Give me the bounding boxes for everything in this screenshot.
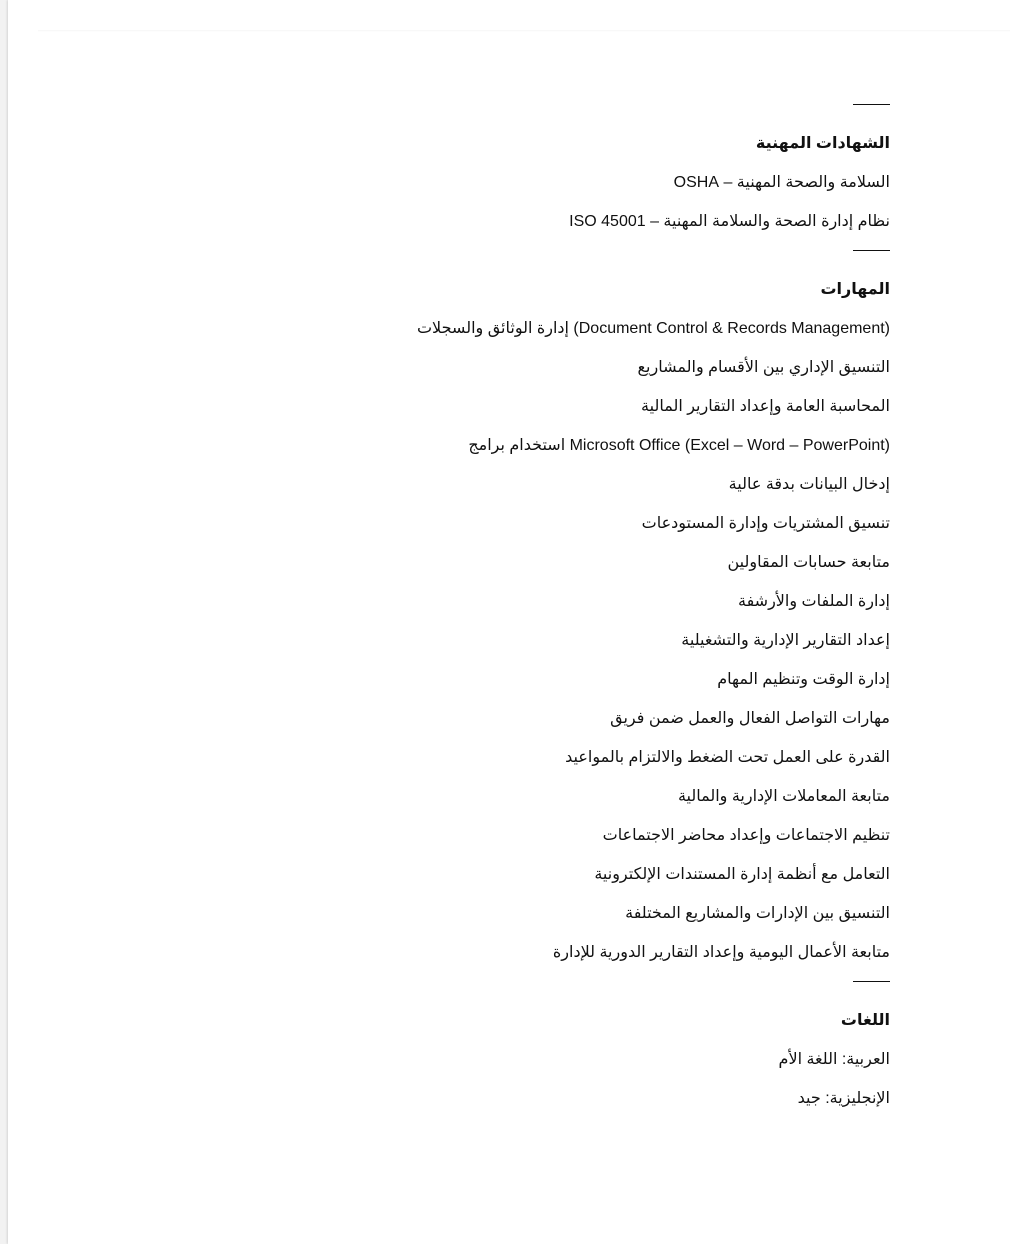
page-top-edge — [38, 30, 1010, 32]
certification-item: نظام إدارة الصحة والسلامة المهنية – ISO 45001 — [569, 213, 890, 230]
skill-item: التنسيق بين الإدارات والمشاريع المختلفة — [625, 905, 890, 922]
skill-item: إدخال البيانات بدقة عالية — [728, 476, 890, 493]
certifications-section — [330, 133, 890, 233]
skill-item: متابعة المعاملات الإدارية والمالية — [677, 788, 890, 805]
certifications-heading: الشهادات المهنية — [755, 135, 890, 152]
skills-section — [330, 279, 890, 964]
section-divider — [853, 104, 890, 105]
languages-section — [330, 1010, 890, 1110]
skill-item: التعامل مع أنظمة إدارة المستندات الإلكترونية — [594, 866, 890, 883]
skill-item: إدارة الوقت وتنظيم المهام — [717, 671, 890, 688]
skills-heading: المهارات — [820, 281, 890, 298]
skill-item: مهارات التواصل الفعال والعمل ضمن فريق — [610, 710, 890, 727]
skill-item: إدارة الملفات والأرشفة — [737, 593, 890, 610]
skill-item: تنظيم الاجتماعات وإعداد محاضر الاجتماعات — [602, 827, 890, 844]
section-divider — [853, 981, 890, 982]
languages-heading: اللغات — [840, 1012, 890, 1029]
skill-item: التنسيق الإداري بين الأقسام والمشاريع — [637, 359, 890, 376]
skill-item: المحاسبة العامة وإعداد التقارير المالية — [641, 398, 890, 415]
skill-item: (Document Control & Records Management) إدارة الوثائق والسجلات — [416, 320, 890, 337]
skill-item: متابعة الأعمال اليومية وإعداد التقارير الدورية للإدارة — [552, 944, 890, 961]
language-item: الإنجليزية: جيد — [797, 1090, 890, 1107]
document-page — [8, 0, 1024, 1244]
skill-item: إعداد التقارير الإدارية والتشغيلية — [681, 632, 890, 649]
skill-item: تنسيق المشتريات وإدارة المستودعات — [641, 515, 890, 532]
document-content — [330, 96, 890, 1110]
skill-item: متابعة حسابات المقاولين — [727, 554, 890, 571]
certification-item: السلامة والصحة المهنية – OSHA — [673, 174, 890, 191]
skill-item: Microsoft Office (Excel – Word – PowerPoint) استخدام برامج — [468, 437, 890, 454]
section-divider — [853, 250, 890, 251]
language-item: العربية: اللغة الأم — [778, 1051, 890, 1068]
skill-item: القدرة على العمل تحت الضغط والالتزام بالمواعيد — [565, 749, 890, 766]
